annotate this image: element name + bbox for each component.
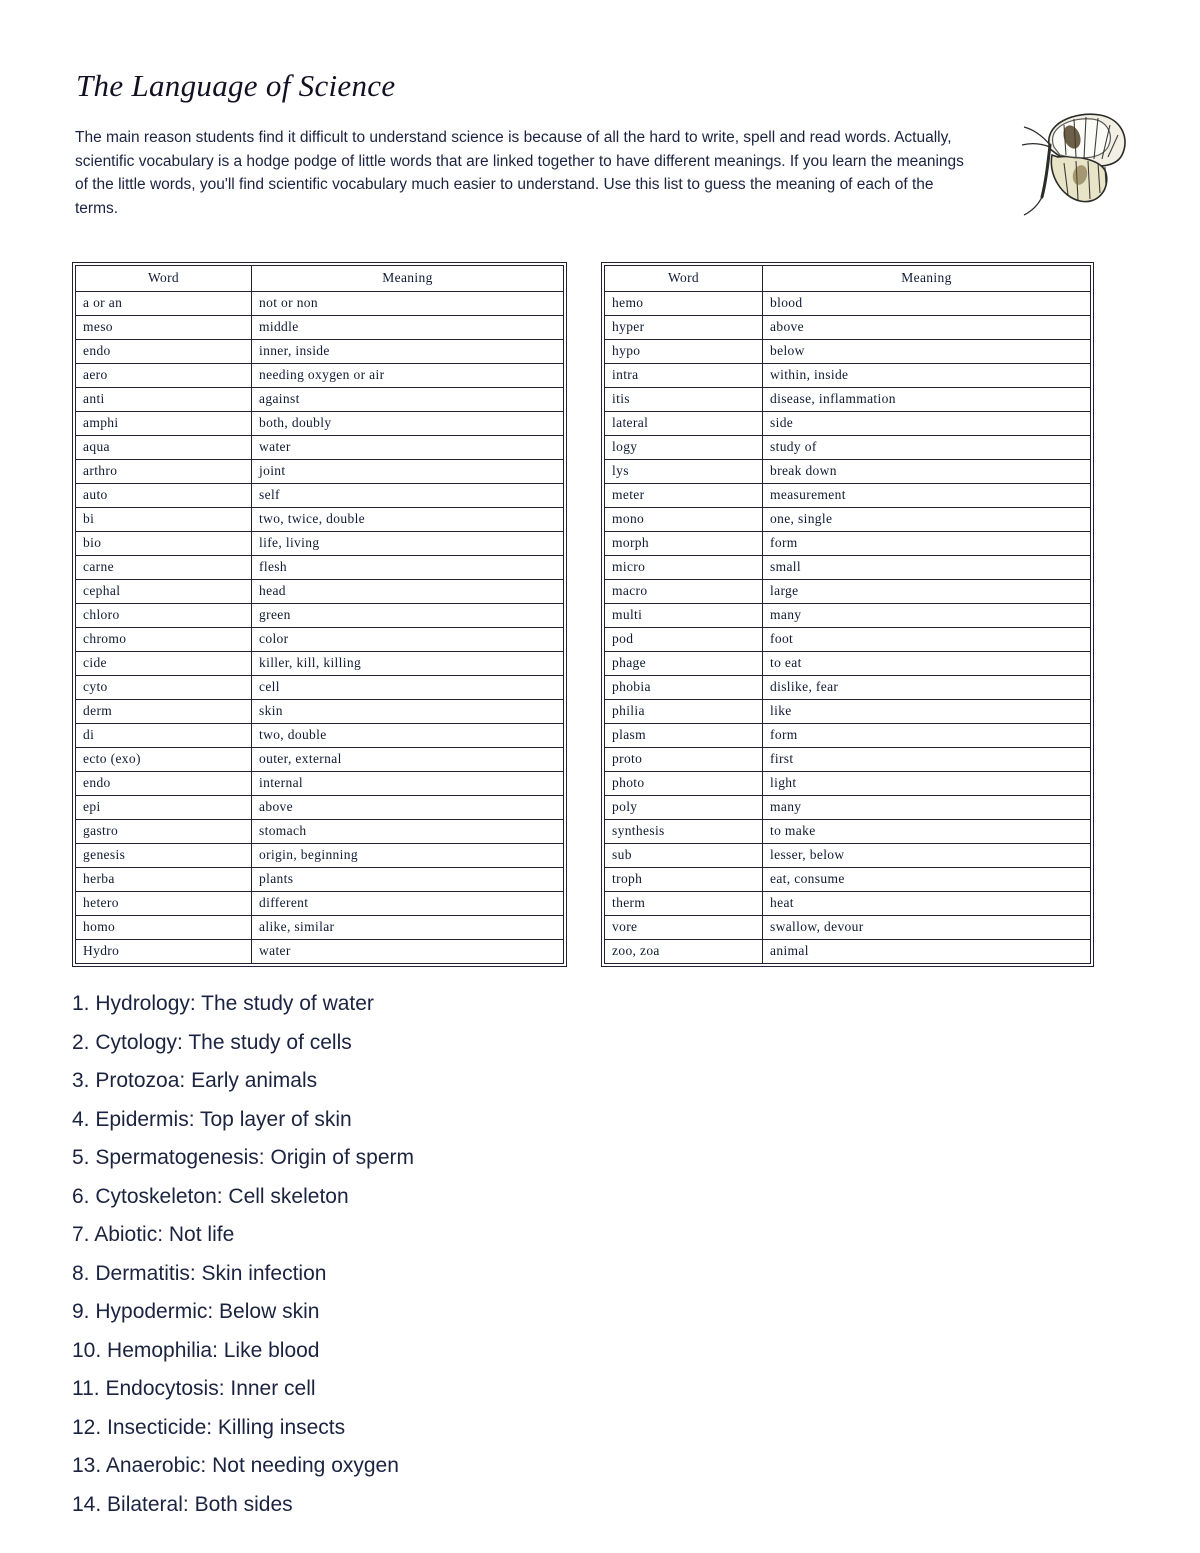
cell-meaning: skin — [252, 700, 564, 724]
table-row — [605, 388, 1091, 412]
cell-meaning: flesh — [252, 556, 564, 580]
table-row — [605, 604, 1091, 628]
cell-meaning: alike, similar — [252, 916, 564, 940]
cell-meaning: origin, beginning — [252, 844, 564, 868]
cell-word: derm — [76, 700, 252, 724]
table-row — [605, 676, 1091, 700]
cell-meaning: cell — [252, 676, 564, 700]
table-row — [605, 460, 1091, 484]
cell-meaning: form — [763, 532, 1091, 556]
cell-word: endo — [76, 772, 252, 796]
cell-meaning: like — [763, 700, 1091, 724]
right-table-frame — [601, 262, 1094, 967]
cell-word: synthesis — [605, 820, 763, 844]
answer-item: 7. Abiotic: Not life — [72, 1223, 235, 1247]
cell-word: pod — [605, 628, 763, 652]
cell-meaning: inner, inside — [252, 340, 564, 364]
cell-word: gastro — [76, 820, 252, 844]
cell-meaning: many — [763, 604, 1091, 628]
table-row — [605, 844, 1091, 868]
cell-meaning: animal — [763, 940, 1091, 964]
page-title: The Language of Science — [76, 68, 396, 103]
table-row — [76, 652, 564, 676]
table-row — [76, 844, 564, 868]
table-row — [605, 628, 1091, 652]
cell-word: auto — [76, 484, 252, 508]
glossary-table-left — [75, 265, 564, 964]
cell-word: a or an — [76, 292, 252, 316]
table-header-row — [605, 266, 1091, 292]
cell-word: zoo, zoa — [605, 940, 763, 964]
table-row — [605, 748, 1091, 772]
table-row — [76, 580, 564, 604]
cell-word: cyto — [76, 676, 252, 700]
table-row — [605, 340, 1091, 364]
cell-word: carne — [76, 556, 252, 580]
cell-word: aqua — [76, 436, 252, 460]
table-row — [76, 292, 564, 316]
answer-item: 6. Cytoskeleton: Cell skeleton — [72, 1184, 349, 1208]
cell-word: cephal — [76, 580, 252, 604]
answer-item: 1. Hydrology: The study of water — [72, 992, 374, 1016]
cell-word: hemo — [605, 292, 763, 316]
cell-word: intra — [605, 364, 763, 388]
table-row — [76, 676, 564, 700]
glossary-tables — [72, 262, 1130, 967]
cell-meaning: to make — [763, 820, 1091, 844]
glossary-table-right — [604, 265, 1091, 964]
cell-word: hyper — [605, 316, 763, 340]
table-row — [76, 628, 564, 652]
table-row — [76, 484, 564, 508]
table-row — [76, 604, 564, 628]
answers-section — [72, 993, 1130, 1515]
answer-item: 13. Anaerobic: Not needing oxygen — [72, 1454, 399, 1478]
cell-meaning: different — [252, 892, 564, 916]
cell-meaning: lesser, below — [763, 844, 1091, 868]
cell-word: photo — [605, 772, 763, 796]
table-row — [605, 772, 1091, 796]
cell-meaning: side — [763, 412, 1091, 436]
cell-word: poly — [605, 796, 763, 820]
table-row — [605, 316, 1091, 340]
table-row — [605, 820, 1091, 844]
table-row — [76, 892, 564, 916]
table-row — [605, 868, 1091, 892]
cell-word: hetero — [76, 892, 252, 916]
cell-meaning: one, single — [763, 508, 1091, 532]
cell-word: bi — [76, 508, 252, 532]
table-row — [76, 436, 564, 460]
cell-meaning: water — [252, 940, 564, 964]
cell-word: troph — [605, 868, 763, 892]
cell-meaning: blood — [763, 292, 1091, 316]
cell-word: itis — [605, 388, 763, 412]
answer-item: 2. Cytology: The study of cells — [72, 1030, 352, 1054]
cell-word: vore — [605, 916, 763, 940]
butterfly-icon — [980, 105, 1140, 225]
table-row — [605, 292, 1091, 316]
cell-word: epi — [76, 796, 252, 820]
table-row — [76, 796, 564, 820]
cell-meaning: internal — [252, 772, 564, 796]
cell-meaning: middle — [252, 316, 564, 340]
cell-meaning: dislike, fear — [763, 676, 1091, 700]
cell-word: sub — [605, 844, 763, 868]
cell-word: phobia — [605, 676, 763, 700]
cell-word: homo — [76, 916, 252, 940]
cell-meaning: swallow, devour — [763, 916, 1091, 940]
cell-meaning: head — [252, 580, 564, 604]
cell-meaning: large — [763, 580, 1091, 604]
cell-word: meso — [76, 316, 252, 340]
cell-word: logy — [605, 436, 763, 460]
cell-meaning: disease, inflammation — [763, 388, 1091, 412]
cell-word: philia — [605, 700, 763, 724]
cell-meaning: above — [252, 796, 564, 820]
cell-word: genesis — [76, 844, 252, 868]
table-row — [76, 364, 564, 388]
table-row — [605, 700, 1091, 724]
cell-meaning: above — [763, 316, 1091, 340]
cell-word: meter — [605, 484, 763, 508]
cell-meaning: not or non — [252, 292, 564, 316]
table-row — [76, 772, 564, 796]
cell-word: chromo — [76, 628, 252, 652]
answer-item: 9. Hypodermic: Below skin — [72, 1300, 320, 1324]
table-row — [605, 580, 1091, 604]
table-row — [76, 748, 564, 772]
cell-meaning: needing oxygen or air — [252, 364, 564, 388]
answer-item: 11. Endocytosis: Inner cell — [72, 1377, 316, 1401]
cell-word: aero — [76, 364, 252, 388]
table-header-row — [76, 266, 564, 292]
cell-word: endo — [76, 340, 252, 364]
intro-paragraph: The main reason students find it difficult to understand science is because of all the hard to write, spell and read words. Actually, scientific vocabulary is a hodge podge of little words that are linked together to have different meanings. If you learn the meanings of the little words, you'll find scientific vocabulary much easier to understand. Use this list to guess the meaning of each of the terms. — [75, 129, 964, 217]
cell-word: hypo — [605, 340, 763, 364]
table-row — [605, 412, 1091, 436]
cell-meaning: outer, external — [252, 748, 564, 772]
cell-word: amphi — [76, 412, 252, 436]
cell-word: herba — [76, 868, 252, 892]
answer-item: 12. Insecticide: Killing insects — [72, 1415, 346, 1439]
cell-meaning: plants — [252, 868, 564, 892]
cell-word: cide — [76, 652, 252, 676]
table-row — [76, 820, 564, 844]
column-header-meaning: Meaning — [763, 266, 1091, 292]
table-row — [76, 316, 564, 340]
table-row — [76, 916, 564, 940]
answer-item: 14. Bilateral: Both sides — [72, 1492, 293, 1516]
cell-word: chloro — [76, 604, 252, 628]
cell-meaning: heat — [763, 892, 1091, 916]
cell-meaning: light — [763, 772, 1091, 796]
answer-item: 3. Protozoa: Early animals — [72, 1069, 318, 1093]
table-row — [76, 556, 564, 580]
cell-word: plasm — [605, 724, 763, 748]
column-header-word: Word — [76, 266, 252, 292]
table-row — [605, 916, 1091, 940]
table-row — [76, 460, 564, 484]
cell-meaning: life, living — [252, 532, 564, 556]
cell-word: morph — [605, 532, 763, 556]
cell-meaning: two, double — [252, 724, 564, 748]
table-row — [605, 556, 1091, 580]
cell-meaning: below — [763, 340, 1091, 364]
cell-meaning: small — [763, 556, 1091, 580]
cell-word: multi — [605, 604, 763, 628]
cell-meaning: both, doubly — [252, 412, 564, 436]
column-header-word: Word — [605, 266, 763, 292]
answer-item: 5. Spermatogenesis: Origin of sperm — [72, 1146, 414, 1170]
cell-word: arthro — [76, 460, 252, 484]
cell-meaning: many — [763, 796, 1091, 820]
cell-word: di — [76, 724, 252, 748]
table-row — [605, 940, 1091, 964]
table-row — [605, 364, 1091, 388]
table-row — [76, 700, 564, 724]
cell-word: phage — [605, 652, 763, 676]
cell-meaning: foot — [763, 628, 1091, 652]
cell-word: lys — [605, 460, 763, 484]
cell-word: lateral — [605, 412, 763, 436]
cell-word: anti — [76, 388, 252, 412]
cell-word: proto — [605, 748, 763, 772]
cell-meaning: form — [763, 724, 1091, 748]
cell-word: therm — [605, 892, 763, 916]
table-row — [605, 892, 1091, 916]
table-row — [76, 340, 564, 364]
cell-meaning: color — [252, 628, 564, 652]
cell-meaning: to eat — [763, 652, 1091, 676]
table-row — [76, 388, 564, 412]
cell-meaning: eat, consume — [763, 868, 1091, 892]
table-row — [76, 412, 564, 436]
cell-meaning: two, twice, double — [252, 508, 564, 532]
table-row — [76, 508, 564, 532]
cell-word: micro — [605, 556, 763, 580]
cell-meaning: green — [252, 604, 564, 628]
table-row — [76, 724, 564, 748]
cell-meaning: killer, kill, killing — [252, 652, 564, 676]
cell-word: Hydro — [76, 940, 252, 964]
table-row — [76, 532, 564, 556]
answer-item: 4. Epidermis: Top layer of skin — [72, 1107, 352, 1131]
cell-meaning: measurement — [763, 484, 1091, 508]
cell-meaning: self — [252, 484, 564, 508]
cell-meaning: within, inside — [763, 364, 1091, 388]
cell-meaning: break down — [763, 460, 1091, 484]
table-row — [605, 724, 1091, 748]
answer-item: 10. Hemophilia: Like blood — [72, 1338, 320, 1362]
cell-meaning: against — [252, 388, 564, 412]
table-row — [605, 532, 1091, 556]
cell-meaning: joint — [252, 460, 564, 484]
table-row — [605, 652, 1091, 676]
cell-word: bio — [76, 532, 252, 556]
left-table-frame — [72, 262, 567, 967]
table-row — [605, 436, 1091, 460]
cell-word: macro — [605, 580, 763, 604]
cell-word: ecto (exo) — [76, 748, 252, 772]
cell-meaning: study of — [763, 436, 1091, 460]
cell-meaning: first — [763, 748, 1091, 772]
table-row — [605, 508, 1091, 532]
table-row — [605, 484, 1091, 508]
cell-meaning: water — [252, 436, 564, 460]
cell-meaning: stomach — [252, 820, 564, 844]
table-row — [605, 796, 1091, 820]
table-row — [76, 940, 564, 964]
answer-item: 8. Dermatitis: Skin infection — [72, 1261, 327, 1285]
cell-word: mono — [605, 508, 763, 532]
column-header-meaning: Meaning — [252, 266, 564, 292]
table-row — [76, 868, 564, 892]
